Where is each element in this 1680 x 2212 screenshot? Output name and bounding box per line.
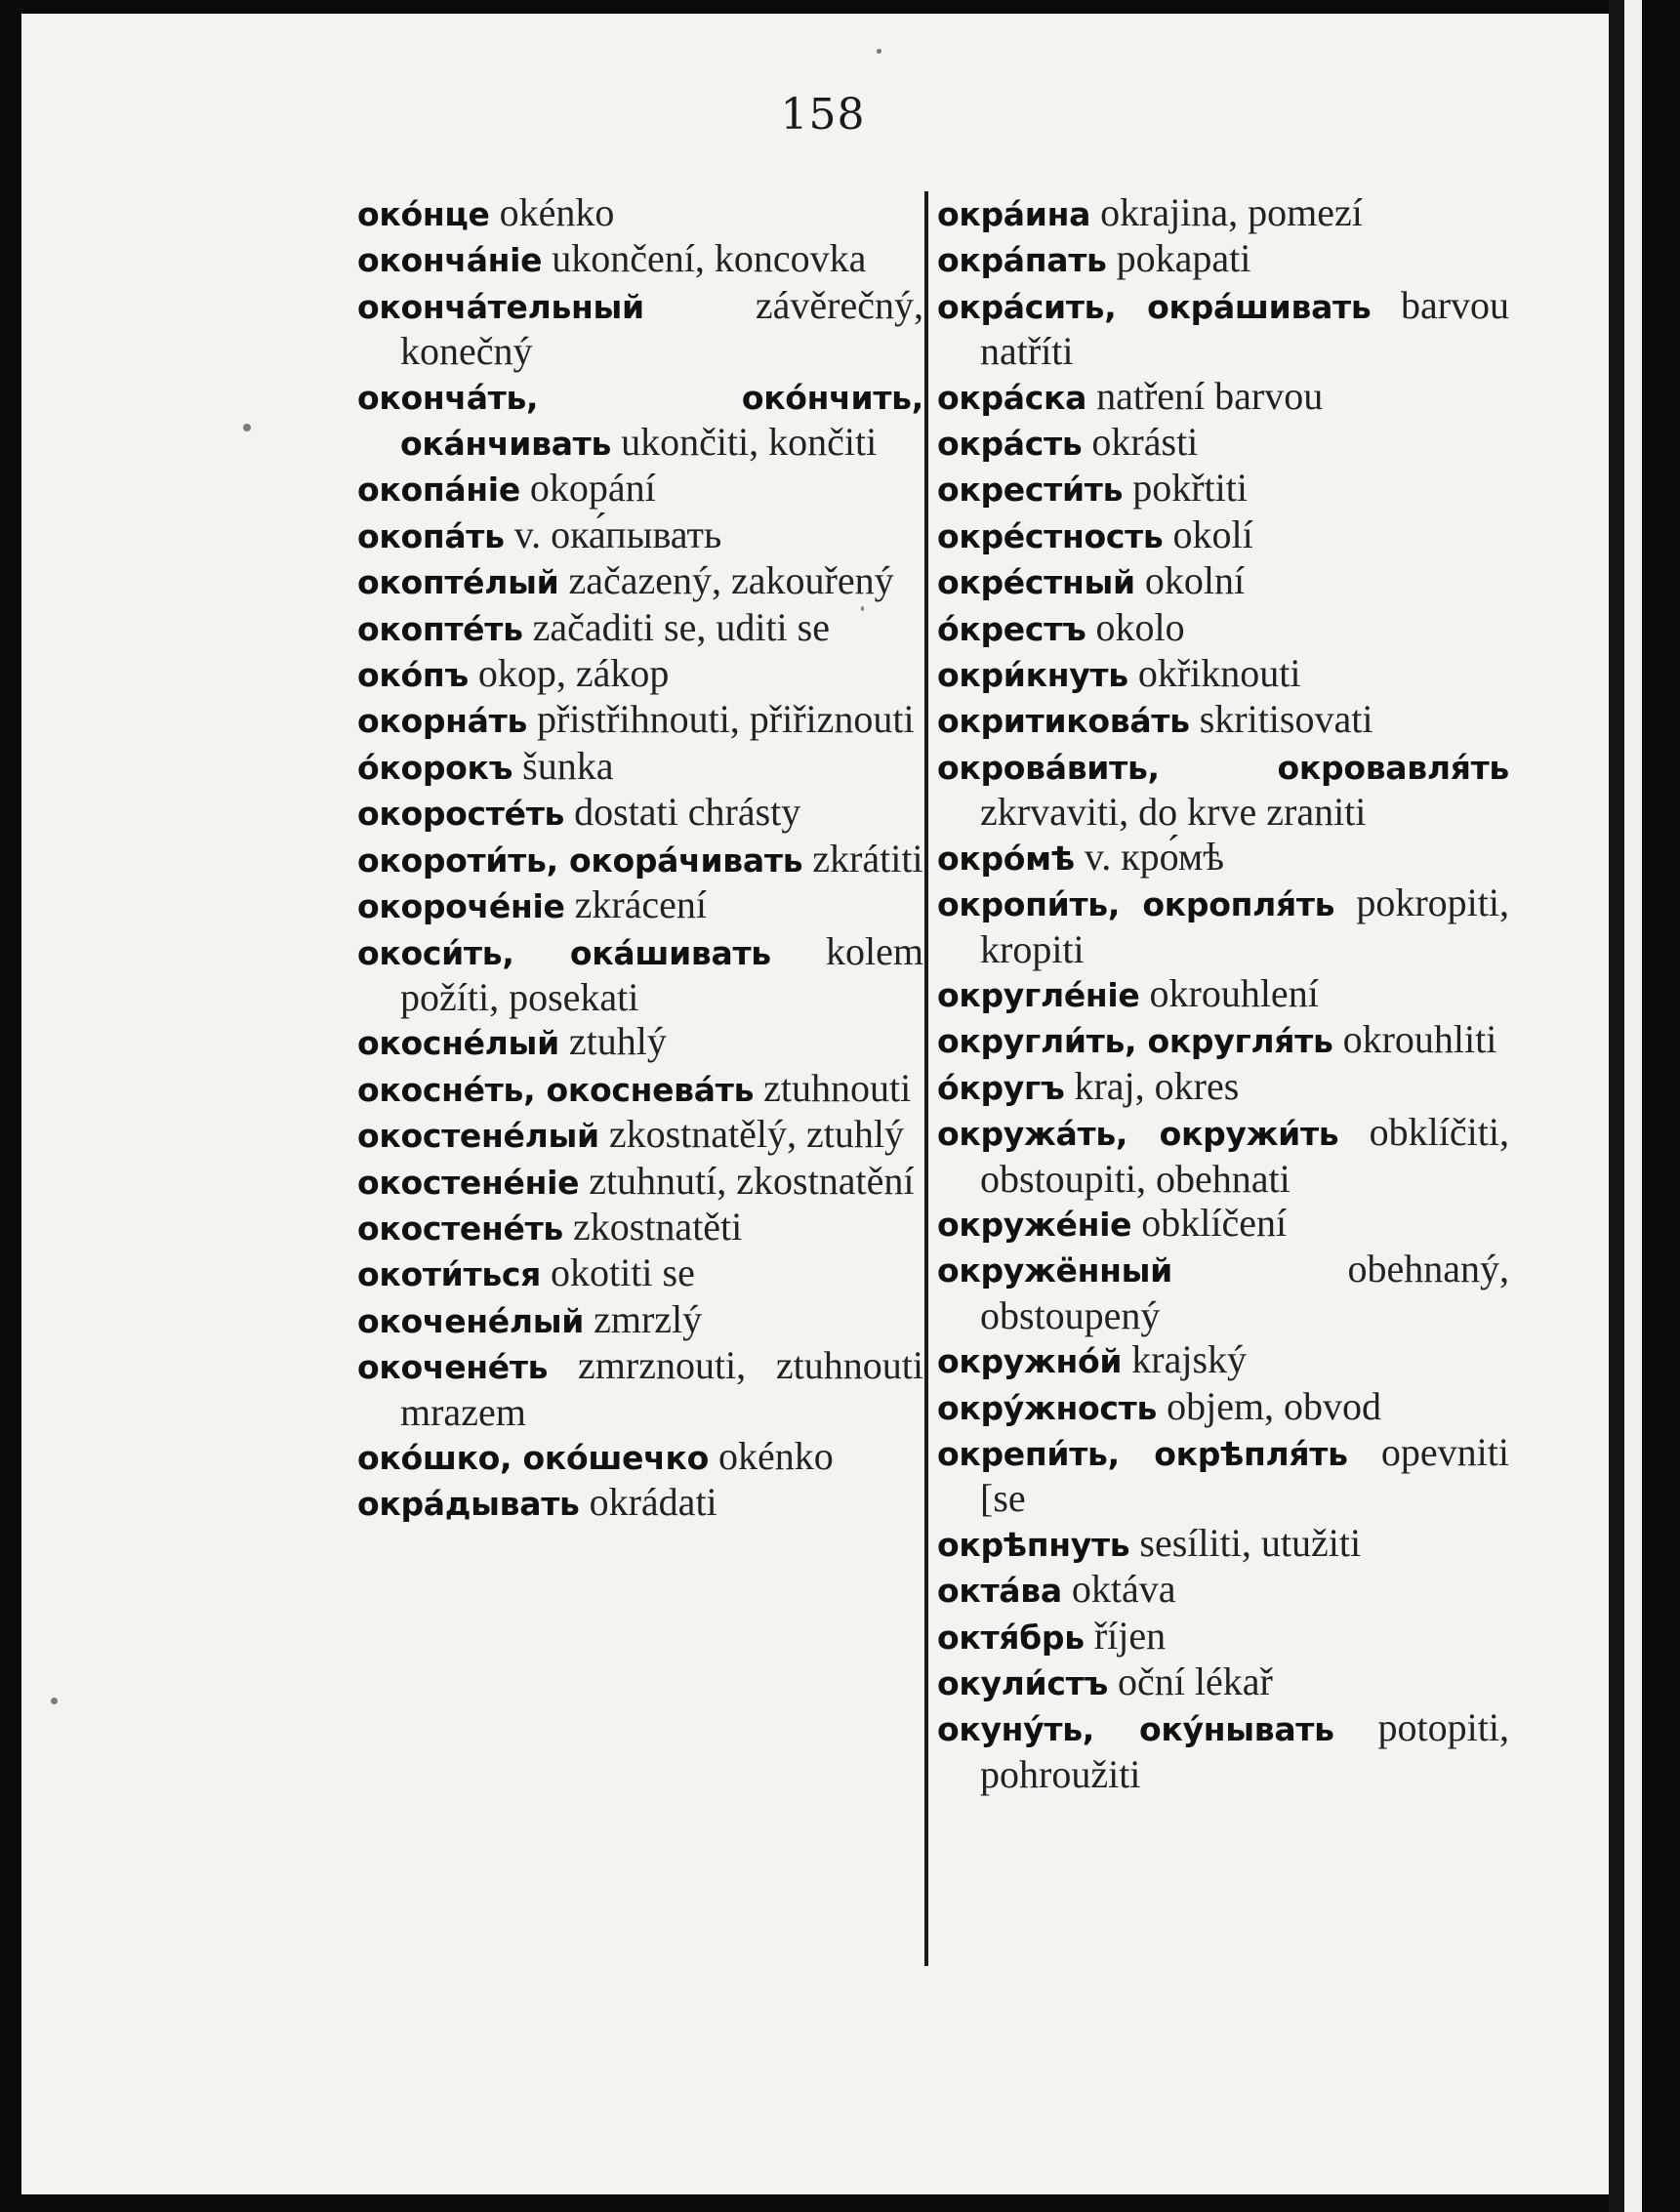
translation: pokropiti, kropiti [980,881,1510,971]
translation: okrouhlení [1149,970,1319,1015]
dictionary-entry [357,837,923,882]
dictionary-entry [357,1480,923,1526]
headword: окосне́ть, окоснева́ть [357,1070,755,1109]
dictionary-entry [937,1705,1509,1796]
translation: okénko [717,1433,834,1478]
translation: v. кро́мѣ [1084,834,1224,879]
dictionary-entry [937,971,1509,1017]
translation: ztuhlý [568,1019,667,1064]
headword: окру́жность [937,1388,1158,1427]
translation: okrádati [589,1480,717,1525]
dictionary-entry [357,512,923,558]
dictionary-entry [937,1247,1509,1337]
dictionary-entry [357,236,923,282]
headword: оконча́ніе [357,241,543,280]
translation: barvou natříti [980,282,1510,374]
paper-speck [861,606,864,611]
headword: окро́мѣ [937,839,1075,878]
dictionary-entry [937,881,1509,971]
translation: ztuhnutí, zkostnatění [589,1158,915,1203]
dictionary-entry [357,283,923,374]
dictionary-entry [357,1019,923,1065]
translation: zkrácení [574,882,708,927]
headword: окули́стъ [937,1664,1108,1702]
dictionary-entry [357,558,923,604]
column-divider [924,191,928,1966]
headword: окра́ска [937,378,1087,417]
translation: obklíčiti, obstoupiti, obehnati [980,1110,1509,1201]
headword: окрѣпнуть [937,1525,1130,1564]
dictionary-entry [357,1066,923,1112]
translation: okotiti se [551,1250,695,1295]
headword: окра́сть [937,425,1083,464]
dictionary-entry [937,420,1509,466]
dictionary-entry [937,190,1509,236]
dictionary-entry [937,1017,1509,1063]
headword: окоси́ть, ока́шивать [357,933,771,972]
dictionary-entry [937,744,1509,835]
translation: objem, obvod [1167,1383,1382,1428]
headword: окра́сить, окра́шивать [937,287,1372,326]
headword: окружа́ть, окружи́ть [937,1115,1339,1154]
translation: opevniti [se [980,1429,1509,1521]
headword: окопа́ть [357,516,505,555]
translation: okrouhliti [1342,1017,1497,1062]
dictionary-entry [357,1205,923,1250]
headword: окороти́ть, окора́чивать [357,840,803,880]
translation: okop, zákop [477,651,670,696]
headword: окостене́ть [357,1208,563,1248]
translation: potopiti, pohroužiti [980,1705,1509,1796]
dictionary-entry [937,466,1509,512]
headword: окружно́й [937,1342,1123,1381]
headword: окра́ина [937,195,1091,233]
dictionary-entry [937,697,1509,743]
headword: оконча́ть, око́нчить, ока́нчивать [357,378,923,464]
headword: око́нце [357,195,490,233]
headword: окрепи́ть, окрѣпля́ть [937,1434,1348,1473]
dictionary-entry [357,882,923,928]
translation: zkrátiti [812,836,923,881]
dictionary-entry [937,1659,1509,1705]
translation: okolo [1095,604,1185,649]
dictionary-entry [937,605,1509,651]
dictionary-entry [357,1297,923,1343]
headword: окрова́вить, окровавля́ть [937,748,1509,787]
next-page-edge [1624,0,1642,2212]
headword: окорна́ть [357,702,528,741]
dictionary-entry [937,558,1509,604]
headword: окритикова́ть [937,702,1190,741]
headword: окружённый [937,1251,1172,1290]
headword: окра́пать [937,241,1107,280]
translation: okolní [1144,558,1246,603]
headword: окуну́ть, оку́нывать [937,1710,1334,1749]
dictionary-entry [357,651,923,697]
translation: skritisovati [1199,697,1373,742]
dictionary-entry [937,512,1509,558]
headword: окта́ва [937,1572,1062,1611]
dictionary-entry [357,1250,923,1296]
dictionary-entry [937,1614,1509,1659]
headword: окопте́ть [357,609,523,648]
translation: kraj, okres [1074,1063,1240,1108]
dictionary-entry [357,466,923,512]
translation: zmrznouti, ztuhnouti mrazem [400,1343,923,1434]
dictionary-entry [937,1521,1509,1567]
translation: obehnaný, obstoupený [980,1247,1509,1337]
dictionary-entry [937,374,1509,420]
paper-speck [51,1698,58,1704]
dictionary-page [21,14,1609,2194]
translation: okrásti [1091,420,1199,465]
headword: окруже́ніе [937,1205,1132,1244]
headword: о́крестъ [937,609,1086,648]
dictionary-entry [937,1110,1509,1201]
translation: zkrvaviti, do krve zraniti [980,790,1367,835]
headword: око́пъ [357,656,469,695]
headword: окрести́ть [937,471,1124,510]
translation: okolí [1172,512,1253,556]
translation: v. ока́пывать [513,512,722,556]
dictionary-entry [937,1384,1509,1430]
translation: začazený, zakouřený [568,558,894,603]
paper-speck [243,424,251,431]
headword: окостене́лый [357,1117,599,1156]
translation: říjen [1093,1613,1167,1658]
headword: округле́ніе [937,975,1140,1014]
dictionary-entry [357,929,923,1020]
dictionary-entry [357,1343,923,1434]
left-column [357,190,923,1527]
dictionary-entry [357,697,923,743]
dictionary-entry [937,1337,1509,1383]
dictionary-entry [357,190,923,236]
translation: krajský [1131,1337,1248,1382]
translation: okénko [499,190,615,234]
headword: о́кругъ [937,1068,1065,1107]
translation: přistřihnouti, přiřiznouti [537,697,915,742]
headword: окопа́ніе [357,471,520,510]
translation: dostati chrásty [574,790,801,835]
headword: окропи́ть, окропля́ть [937,885,1335,924]
headword: окра́дывать [357,1485,580,1524]
translation: zkostnatěti [573,1204,743,1249]
translation: ukončení, koncovka [552,236,867,281]
translation: sesíliti, utužiti [1139,1520,1362,1565]
translation: ztuhnouti [763,1065,912,1110]
headword: о́корокъ [357,748,513,787]
dictionary-entry [937,1064,1509,1110]
translation: okopání [529,466,656,511]
headword: окопте́лый [357,563,559,602]
dictionary-entry [937,236,1509,282]
dictionary-entry [357,1112,923,1158]
headword: окочене́ть [357,1348,549,1387]
translation: okřiknouti [1137,651,1301,696]
dictionary-entry [357,790,923,836]
translation: pokřtiti [1132,466,1248,511]
translation: začaditi se, uditi se [532,604,830,649]
headword: окри́кнуть [937,656,1128,695]
headword: окре́стный [937,563,1135,602]
translation: natření barvou [1096,373,1324,418]
headword: окосне́лый [357,1024,559,1063]
translation: zkostnatělý, ztuhlý [608,1112,904,1157]
headword: октя́брь [937,1618,1085,1657]
dictionary-entry [357,1159,923,1205]
headword: окре́стность [937,516,1164,555]
headword: окороче́ніе [357,887,565,926]
dictionary-entry [937,651,1509,697]
dictionary-entry [937,835,1509,881]
dictionary-entry [357,374,923,467]
page-number: 158 [780,90,866,140]
headword: око́шко, око́шечко [357,1438,709,1477]
translation: zmrzlý [594,1296,703,1341]
dictionary-entry [357,1434,923,1480]
dictionary-entry [937,283,1509,374]
dictionary-entry [937,1567,1509,1613]
translation: okrajina, pomezí [1100,190,1363,234]
right-column [937,190,1509,1796]
dictionary-entry [357,744,923,790]
dictionary-entry [357,605,923,651]
translation: ukončiti, končiti [621,420,878,465]
headword: окоти́ться [357,1255,542,1294]
paper-speck [877,49,881,54]
headword: оконча́тельный [357,287,644,326]
translation: šunka [522,743,614,788]
headword: округли́ть, округля́ть [937,1022,1333,1061]
translation: pokapati [1116,236,1251,281]
translation: obklíčení [1141,1200,1288,1245]
translation: oční lékař [1117,1659,1273,1703]
translation: kolem požíti, posekati [400,928,923,1019]
translation: závěrečný, konečný [400,282,923,374]
headword: окостене́ніе [357,1163,580,1202]
dictionary-entry [937,1201,1509,1247]
binding-shadow [1609,0,1624,2212]
headword: окочене́лый [357,1301,585,1340]
headword: окоросте́ть [357,795,565,834]
dictionary-entry [937,1430,1509,1521]
translation: oktáva [1071,1567,1176,1612]
